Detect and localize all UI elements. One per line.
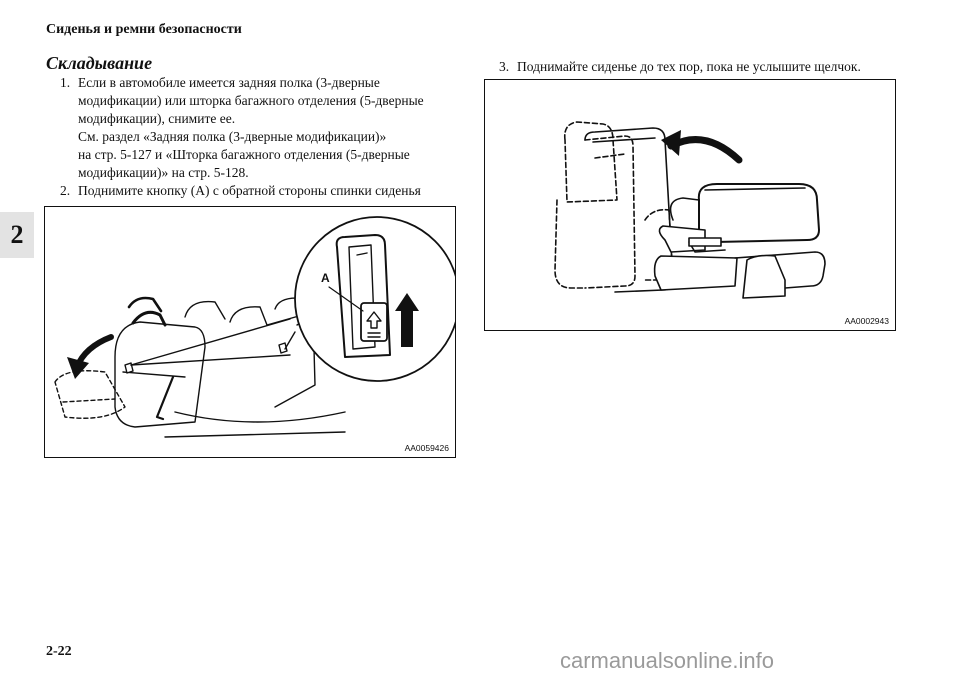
figure-seat-tumble (484, 79, 896, 331)
seat-fold-illustration (45, 207, 455, 457)
list-item (60, 74, 460, 182)
step-line: Поднимите кнопку (A) с обратной стороны спинки сиденья (78, 183, 421, 198)
section-title: Складывание (46, 53, 153, 73)
step-line: на стр. 5-127 и «Шторка багажного отделения (5-дверные (78, 147, 410, 162)
seat-tumble-illustration (485, 80, 895, 330)
steps-list (60, 74, 460, 218)
step-line: Поднимайте сиденье до тех пор, пока не услышите щелчок. (517, 59, 861, 74)
list-item (499, 58, 939, 76)
watermark[interactable]: carmanualsonline.info (560, 648, 775, 673)
chapter-tab: 2 (0, 212, 34, 258)
step-number: 3. (499, 59, 510, 74)
page-number: 2-22 (46, 644, 72, 659)
running-header: Сиденья и ремни безопасности (46, 22, 242, 37)
figure-code: AA0059426 (404, 443, 449, 453)
step-line: модификации) или шторка багажного отделения (5-дверные (78, 93, 424, 108)
step-line: модификации), снимите ее. (78, 111, 236, 126)
step-line: модификации)» на стр. 5-128. (78, 165, 249, 180)
step-line: См. раздел «Задняя полка (3-дверные модификации)» (78, 129, 387, 144)
figure-code: AA0002943 (844, 316, 889, 326)
step-number: 1. (60, 75, 71, 90)
callout-label-a: A (321, 271, 330, 285)
figure-seat-fold (44, 206, 456, 458)
step-number: 2. (60, 183, 71, 198)
step-line: Если в автомобиле имеется задняя полка (3-дверные (78, 75, 380, 90)
